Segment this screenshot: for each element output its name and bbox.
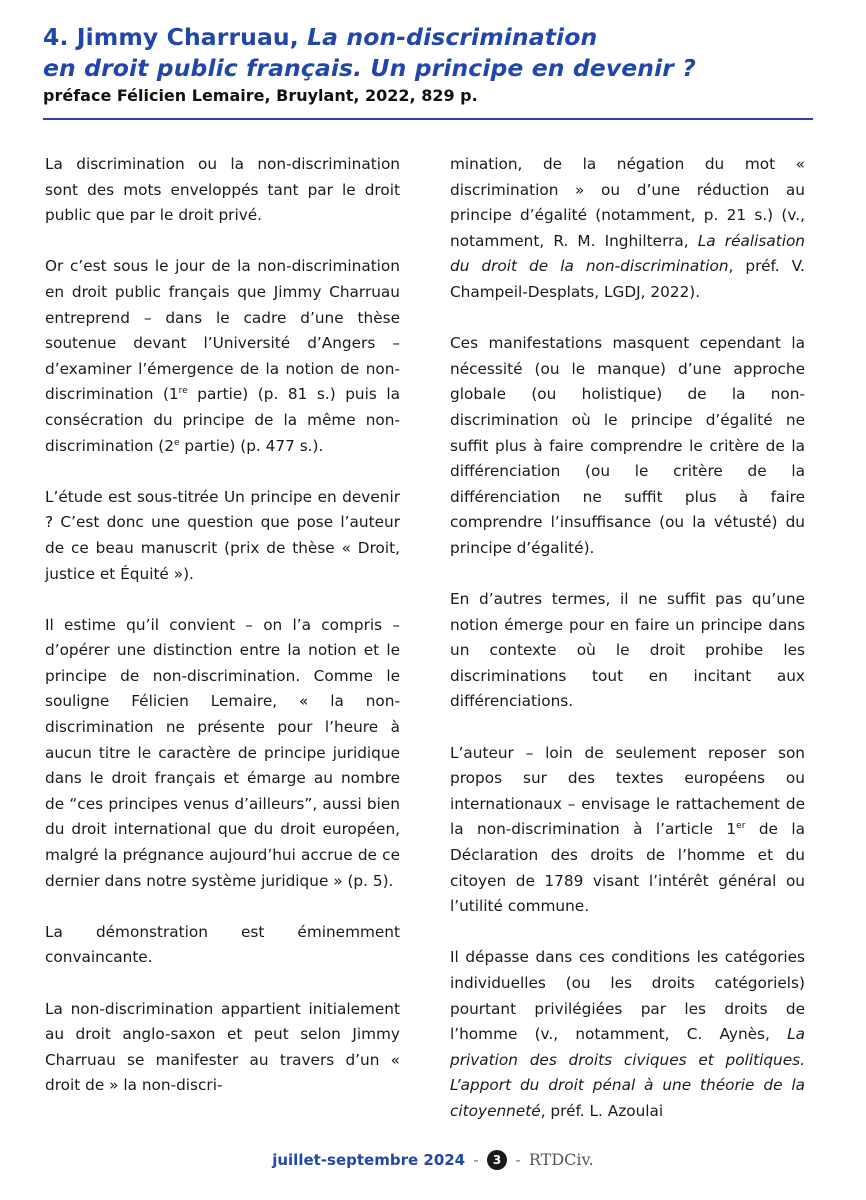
book-title-line2: en droit public français. Un principe en devenir ? bbox=[43, 54, 696, 82]
footer-separator: - bbox=[515, 1151, 521, 1169]
paragraph: Il dépasse dans ces conditions les catégories individuelles (ou les droits catégoriels) pourtant privilégiées par les droits de l’homme (v., notamment, C. Aynès, La privation des droits civiques et politiques. L’apport du droit pénal à une théorie de la citoyenneté, préf. L. Azoulai bbox=[450, 948, 805, 1120]
paragraph: La non-discrimination appartient initialement au droit anglo-saxon et peut selon Jimmy Charruau se manifester au travers d’un « droit de » la non-discri- bbox=[45, 999, 400, 1095]
header-rule bbox=[43, 118, 813, 120]
paragraph: Or c’est sous le jour de la non-discrimination en droit public français que Jimmy Charruau entreprend – dans le cadre d’une thèse soutenue devant l’Université d’Angers – d’examiner l’émergence de la notion de non-discrimination (1re partie) (p. 81 s.) puis la consécration du principe de la même non-discrimination (2e partie) (p. 477 s.). bbox=[45, 257, 401, 455]
page-footer bbox=[0, 1150, 866, 1170]
title-number-author: 4. Jimmy Charruau, bbox=[43, 23, 308, 51]
paragraph: Il estime qu’il convient – on l’a compris – d’opérer une distinction entre la notion et le principe de non-discrimination. Comme le souligne Félicien Lemaire, « la non-discrimination ne présente pour l’heure à aucun titre le caractère de principe juridique dans le droit français et émarge au nombre de “ces principes venus d’ailleurs”, aussi bien du droit international que du droit européen, malgré la prégnance aujourd’hui accrue de ce dernier dans notre système juridique » (p. 5). bbox=[45, 615, 400, 890]
paragraph: L’auteur – loin de seulement reposer son propos sur des textes européens ou internationaux – envisage le rattachement de la non-discrimination à l’article 1er de la Déclaration des droits de l’homme et du citoyen de 1789 visant l’intérêt général ou l’utilité commune. bbox=[450, 743, 805, 916]
page-number: 3 bbox=[487, 1150, 507, 1170]
left-column bbox=[45, 152, 400, 1099]
paragraph: L’étude est sous-titrée Un principe en devenir ? C’est donc une question que pose l’auteur de ce beau manuscrit (prix de thèse « Droit, justice et Équité »). bbox=[45, 487, 400, 583]
paragraph: La discrimination ou la non-discrimination sont des mots enveloppés tant par le droit public que par le droit privé. bbox=[45, 155, 400, 225]
article-title bbox=[43, 22, 813, 84]
article-subtitle: préface Félicien Lemaire, Bruylant, 2022, 829 p. bbox=[43, 86, 478, 105]
article-header bbox=[43, 22, 813, 106]
paragraph: Ces manifestations masquent cependant la nécessité (ou le manque) d’une approche globale (ou holistique) de la non-discrimination où le principe d’égalité ne suffit plus à faire comprendre le critère de la différenciation (ou le critère de la différenciation ne suffit plus à faire comprendre l’insuffisance (ou la vétusté) du principe d’égalité). bbox=[450, 334, 805, 557]
paragraph: mination, de la négation du mot « discrimination » ou d’une réduction au principe d’égalité (notamment, p. 21 s.) (v., notamment, R. M. Inghilterra, La réalisation du droit de la non-discrimination, préf. V. Champeil-Desplats, LGDJ, 2022). bbox=[450, 155, 806, 301]
footer-separator: - bbox=[473, 1151, 479, 1169]
book-title-line1: La non-discrimination bbox=[307, 23, 598, 51]
journal-name: RTDCiv. bbox=[528, 1150, 594, 1169]
paragraph: La démonstration est éminemment convaincante. bbox=[45, 922, 400, 967]
paragraph: En d’autres termes, il ne suffit pas qu’une notion émerge pour en faire un principe dans un contexte où le droit prohibe les discriminations tout en incitant aux différenciations. bbox=[450, 590, 805, 711]
right-column bbox=[450, 152, 805, 1125]
issue-date: juillet-septembre 2024 bbox=[272, 1151, 466, 1169]
